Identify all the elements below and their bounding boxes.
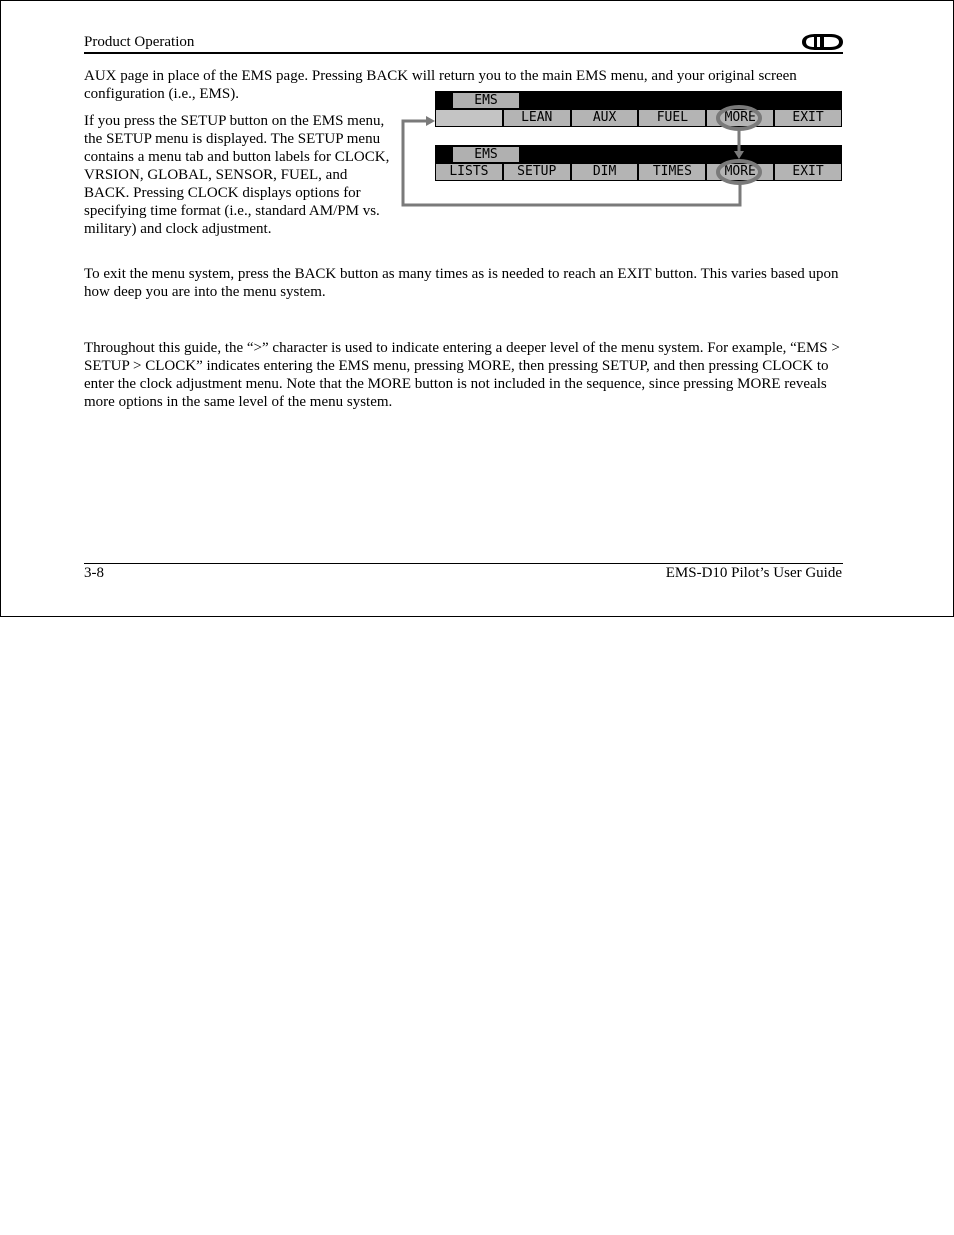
more-highlight-ring: [718, 161, 760, 183]
menu-tab-ems: EMS: [453, 93, 519, 108]
paragraph-aux-page: AUX page in place of the EMS page. Pressing BACK will return you to the main EMS menu, and your original screen configuration (i.e., EMS).: [84, 68, 797, 102]
exit-button[interactable]: EXIT: [775, 164, 841, 180]
aux-button[interactable]: AUX: [572, 110, 638, 126]
lean-button[interactable]: LEAN: [504, 110, 570, 126]
dim-button[interactable]: DIM: [572, 164, 638, 180]
menu-tab-ems: EMS: [453, 147, 519, 162]
return-arrow-line: [403, 121, 740, 205]
flow-arrows: [400, 88, 844, 210]
more-highlight-ring: [718, 107, 760, 129]
guide-title: EMS-D10 Pilot’s User Guide: [665, 565, 842, 581]
page-number: 3-8: [84, 565, 104, 581]
right-arrow-head-icon: [426, 116, 435, 126]
exit-button[interactable]: EXIT: [775, 110, 841, 126]
setup-button[interactable]: SETUP: [504, 164, 570, 180]
paragraph-setup-menu: If you press the SETUP button on the EMS menu, the SETUP menu is displayed. The SETUP menu contains a menu tab and button labels for CLOCK, VRSION, GLOBAL, SENSOR, FUEL, and BACK. Pressing CLOCK displays options for specifying time format (i.e., standard AM/PM vs. military) and clock adjustment.: [84, 113, 390, 237]
paragraph-exit: To exit the menu system, press the BACK button as many times as is needed to reach an EXIT button. This varies based upon how deep you are into the menu system.: [84, 266, 839, 300]
down-arrow-head-icon: [734, 151, 744, 159]
more-button[interactable]: MORE: [707, 110, 773, 126]
paragraph-notation: Throughout this guide, the “>” character is used to indicate entering a deeper level of the menu system. For example, “EMS > SETUP > CLOCK” indicates entering the EMS menu, pressing MORE, then pressing SETUP, and then pressing CLOCK to enter the clock adjustment menu. Note that the MORE button is not included in the sequence, since pressing MORE reveals more options in the same level of the menu system.: [84, 340, 840, 410]
header-rule: [84, 52, 843, 54]
fuel-button[interactable]: FUEL: [639, 110, 705, 126]
lists-button[interactable]: LISTS: [436, 164, 502, 180]
menu-figure: [400, 88, 844, 210]
times-button[interactable]: TIMES: [639, 164, 705, 180]
more-button[interactable]: MORE: [707, 164, 773, 180]
footer-rule: [84, 563, 843, 564]
dynon-logo-icon: [800, 33, 844, 51]
header-title: Product Operation: [84, 34, 195, 50]
